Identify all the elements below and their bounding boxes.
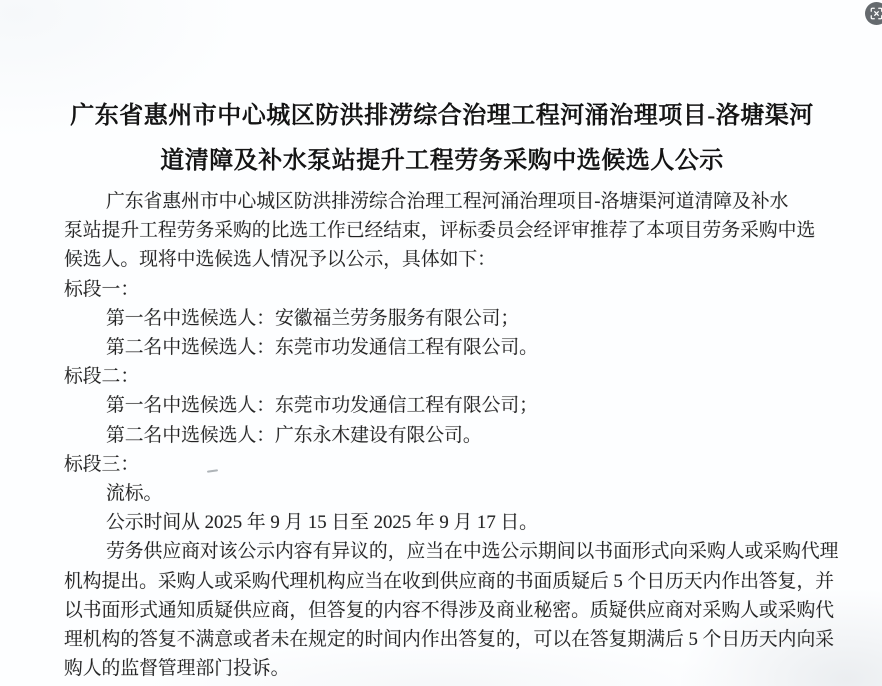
floating-capture-button[interactable] [865,2,882,25]
text-line: 候选人。现将中选候选人情况予以公示，具体如下： [64,249,496,271]
document-body [64,187,839,683]
text-line: 第二名中选候选人：东莞市功发通信工程有限公司。 [106,337,538,359]
text-line: 以书面形式通知质疑供应商，但答复的内容不得涉及商业秘密。质疑供应商对采购人或采购代 [64,599,835,621]
section-lot-3-result [64,479,820,508]
section-lot-1-heading: 标段一： [64,278,140,300]
intro-paragraph [64,187,820,275]
section-lot-2-heading: 标段二： [64,366,140,388]
section-lot-2 [64,362,820,450]
objection-paragraph [64,537,839,683]
section-lot-2-candidates [64,391,820,449]
text-line: 劳务供应商对该公示内容有异议的，应当在中选公示期间以书面形式向采购人或采购代理 [106,541,839,563]
document-title [64,94,820,184]
text-line: 机构提出。采购人或采购代理机构应当在收到供应商的书面质疑后 5 个日历天内作出答复，并 [64,570,835,592]
crop-frame-icon [869,6,882,21]
text-line: 广东省惠州市中心城区防洪排涝综合治理工程河涌治理项目-洛塘渠河道清障及补水 [106,191,789,212]
text-line: 道清障及补水泵站提升工程劳务采购中选候选人公示 [160,148,724,174]
text-line: 第一名中选候选人：安徽福兰劳务服务有限公司； [106,307,520,329]
section-lot-1 [64,275,820,363]
announcement-document [64,94,839,683]
section-lot-1-candidates [64,304,820,362]
section-lot-3 [64,450,820,508]
text-line: 购人的监督管理部门投诉。 [64,658,290,680]
publicity-period-line: 公示时间从 2025 年 9 月 15 日至 2025 年 9 月 17 日。 [106,512,538,534]
text-line: 第一名中选候选人：东莞市功发通信工程有限公司； [106,395,538,417]
section-lot-3-heading: 标段三： [64,453,140,475]
text-line: 理机构的答复不满意或者未在规定的时间内作出答复的，可以在答复期满后 5 个日历天内向采 [64,629,835,651]
text-line: 泵站提升工程劳务采购的比选工作已经结束，评标委员会经评审推荐了本项目劳务采购中选 [64,220,816,242]
text-line: 第二名中选候选人：广东永木建设有限公司。 [106,424,482,446]
text-line: 广东省惠州市中心城区防洪排涝综合治理工程河涌治理项目-洛塘渠河 [70,103,814,129]
text-line: 流标。 [106,483,163,505]
